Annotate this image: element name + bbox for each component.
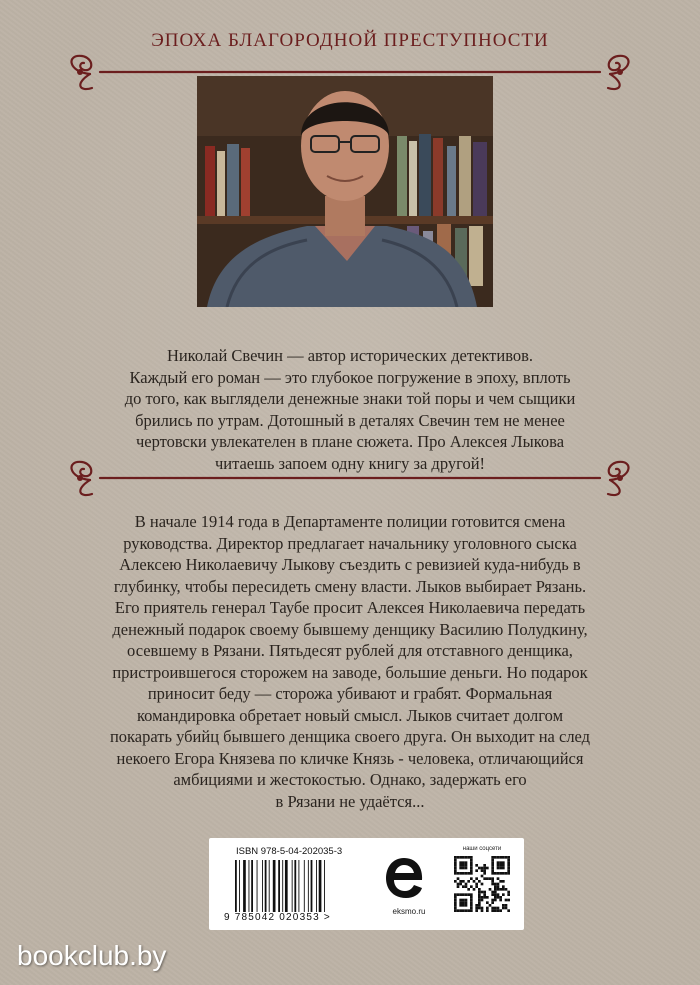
barcode-panel bbox=[209, 838, 524, 930]
barcode-number: 9 785042 020353 > bbox=[224, 912, 331, 923]
bio-line: Каждый его роман — это глубокое погружение в эпоху, вплоть bbox=[129, 367, 571, 387]
synopsis-line: покарать убийц бывшего денщика своего друга. Он выходит на след bbox=[109, 727, 591, 746]
bio-line: чертовски увлекателен в плане сюжета. Про Алексея Лыкова bbox=[135, 432, 565, 451]
bio-line: Николай Свечин — автор исторических детективов. bbox=[166, 346, 534, 365]
barcode-icon bbox=[235, 860, 355, 912]
book-synopsis bbox=[78, 511, 622, 812]
isbn-label: ISBN 978-5-04-202035-3 bbox=[236, 846, 343, 857]
bio-line: брились по утрам. Дотошный в деталях Свечин тем не менее bbox=[135, 410, 565, 430]
bio-line: читаешь запоем одну книгу за другой! bbox=[214, 453, 486, 473]
eksmo-logo-icon bbox=[384, 854, 424, 902]
synopsis-line: пристроившегося сторожем на заводе, большие деньги. Но подарок bbox=[112, 662, 588, 682]
author-description bbox=[95, 345, 605, 474]
synopsis-line: Алексею Николаевичу Лыкову съездить с ревизией куда-нибудь в bbox=[119, 555, 581, 574]
publisher-url: eksmo.ru bbox=[392, 907, 426, 916]
middle-ornament-divider bbox=[60, 456, 640, 500]
synopsis-line: руководства. Директор предлагает начальнику уголовного сыска bbox=[123, 533, 577, 553]
synopsis-line: командировка обретает новый смысл. Лыков считает долгом bbox=[136, 705, 564, 725]
synopsis-line: приносит беду — сторожа убивают и грабят. Формальная bbox=[147, 684, 553, 703]
synopsis-line: некоего Егора Князева по кличке Князь - человека, отличающийся bbox=[116, 748, 584, 768]
synopsis-line: Его приятель генерал Таубе просит Алексея Николаевича передать bbox=[114, 598, 586, 617]
author-photo bbox=[197, 76, 493, 307]
watermark: bookclub.by bbox=[17, 940, 167, 971]
bio-line: до того, как выглядели денежные знаки той поры и чем сыщики bbox=[124, 389, 576, 408]
synopsis-line: осевшему в Рязани. Пятьдесят рублей для отставного денщика, bbox=[127, 641, 573, 660]
synopsis-line: В начале 1914 года в Департаменте полиции готовится смена bbox=[134, 512, 566, 531]
synopsis-line: денежный подарок своему бывшему денщику Василию Полудкину, bbox=[112, 619, 588, 639]
qr-code-icon bbox=[454, 856, 510, 912]
social-label: наши соцсети bbox=[462, 846, 502, 852]
series-title: ЭПОХА БЛАГОРОДНОЙ ПРЕСТУПНОСТИ bbox=[151, 30, 549, 51]
synopsis-line: амбициями и жестокостью. Однако, задержать его bbox=[173, 770, 527, 789]
synopsis-line: в Рязани не удаётся... bbox=[275, 791, 425, 811]
synopsis-line: глубинку, чтобы пересидеть смену власти. Лыков выбирает Рязань. bbox=[113, 576, 587, 596]
